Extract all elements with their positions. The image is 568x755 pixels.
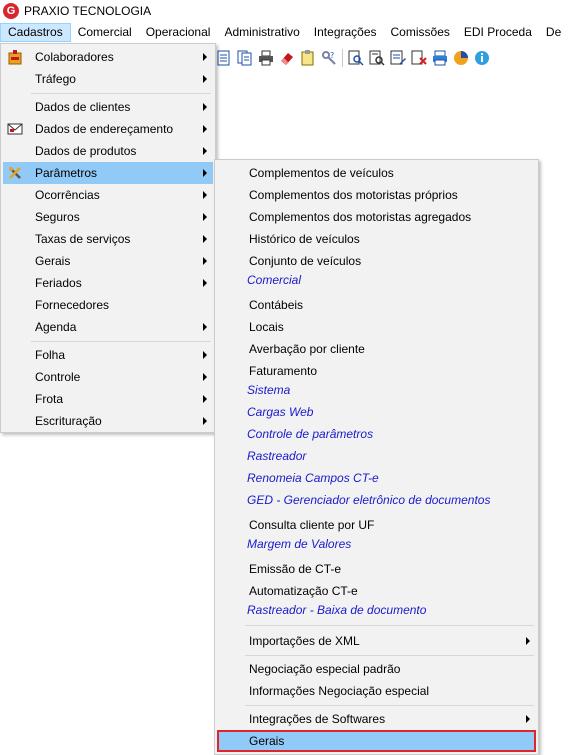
submenu-arrow-icon [203, 323, 207, 331]
submenu-item-contabeis[interactable]: Contábeis [249, 298, 304, 312]
submenu-arrow-icon [203, 279, 207, 287]
search-document-icon[interactable] [348, 50, 364, 66]
submenu-item-importacoes-xml[interactable]: Importações de XML [217, 630, 536, 652]
colaboradores-icon [7, 49, 23, 65]
submenu-item-informacoes-negociacao[interactable]: Informações Negociação especial [249, 684, 430, 698]
delete-document-icon[interactable] [411, 50, 427, 66]
menu-comercial[interactable]: Comercial [77, 25, 132, 39]
submenu-arrow-icon [203, 351, 207, 359]
submenu-arrow-icon [203, 257, 207, 265]
menu-operacional[interactable]: Operacional [145, 25, 211, 39]
menu-item-feriados[interactable]: Feriados [3, 272, 213, 294]
submenu-arrow-icon [203, 395, 207, 403]
submenu-section-ged[interactable]: GED - Gerenciador eletrônico de documentos [247, 493, 491, 507]
print-preview-icon[interactable] [432, 50, 448, 66]
submenu-item-complementos-veiculos[interactable]: Complementos de veículos [249, 166, 394, 180]
submenu-section-renomeia-campos-cte[interactable]: Renomeia Campos CT-e [247, 471, 379, 485]
submenu-arrow-icon [203, 147, 207, 155]
eraser-icon[interactable] [279, 50, 295, 66]
menu-item-parametros[interactable]: Parâmetros [3, 162, 213, 184]
submenu-arrow-icon [526, 637, 530, 645]
submenu-section-cargas-web[interactable]: Cargas Web [247, 405, 314, 419]
submenu-arrow-icon [203, 53, 207, 61]
submenu-section-margem-valores[interactable]: Margem de Valores [247, 537, 352, 551]
submenu-arrow-icon [526, 715, 530, 723]
submenu-arrow-icon [203, 213, 207, 221]
parametros-tools-icon [7, 165, 23, 181]
submenu-section-sistema[interactable]: Sistema [247, 383, 291, 397]
printer-icon[interactable] [258, 50, 274, 66]
submenu-item-automatizacao-cte[interactable]: Automatização CT-e [249, 584, 358, 598]
submenu-arrow-icon [203, 169, 207, 177]
submenu-arrow-icon [203, 75, 207, 83]
submenu-item-locais[interactable]: Locais [249, 320, 284, 334]
parametros-submenu [214, 159, 539, 755]
menu-item-ocorrencias[interactable]: Ocorrências [3, 184, 213, 206]
submenu-arrow-icon [203, 417, 207, 425]
menu-bar [0, 22, 562, 43]
submenu-item-negociacao-especial-padrao[interactable]: Negociação especial padrão [249, 662, 401, 676]
menu-item-dados-de-produtos[interactable]: Dados de produtos [3, 140, 213, 162]
menu-item-fornecedores[interactable]: Fornecedores [35, 298, 110, 312]
submenu-arrow-icon [203, 125, 207, 133]
menu-item-trafego[interactable]: Tráfego [3, 68, 213, 90]
pie-chart-icon[interactable] [453, 50, 469, 66]
edit-document-icon[interactable] [390, 50, 406, 66]
menu-item-colaboradores[interactable]: Colaboradores [3, 46, 213, 68]
menu-item-escrituracao[interactable]: Escrituração [3, 410, 213, 432]
menu-item-gerais[interactable]: Gerais [3, 250, 213, 272]
menu-edi-proceda[interactable]: EDI Proceda [463, 25, 532, 39]
submenu-item-complementos-motoristas-agregados[interactable]: Complementos dos motoristas agregados [249, 210, 472, 224]
submenu-item-emissao-cte[interactable]: Emissão de CT-e [249, 562, 342, 576]
submenu-item-complementos-motoristas-proprios[interactable]: Complementos dos motoristas próprios [249, 188, 458, 202]
info-icon[interactable] [474, 50, 490, 66]
menu-separator [31, 93, 211, 94]
app-title: PRAXIO TECNOLOGIA [24, 4, 152, 18]
submenu-item-consulta-cliente-uf[interactable]: Consulta cliente por UF [249, 518, 375, 532]
submenu-arrow-icon [203, 235, 207, 243]
menu-item-folha[interactable]: Folha [3, 344, 213, 366]
menu-separator [245, 705, 534, 706]
submenu-arrow-icon [203, 373, 207, 381]
submenu-section-rastreador-baixa[interactable]: Rastreador - Baixa de documento [247, 603, 427, 617]
svg-text:?: ? [330, 51, 335, 60]
menu-item-controle[interactable]: Controle [3, 366, 213, 388]
menu-de[interactable]: De [545, 25, 562, 39]
menu-item-taxas-de-servicos[interactable]: Taxas de serviços [3, 228, 213, 250]
submenu-item-averbacao-por-cliente[interactable]: Averbação por cliente [249, 342, 365, 356]
menu-integracoes[interactable]: Integrações [313, 25, 377, 39]
toolbar [216, 46, 544, 70]
app-logo-icon: G [3, 3, 19, 19]
menu-item-frota[interactable]: Frota [3, 388, 213, 410]
submenu-section-rastreador[interactable]: Rastreador [247, 449, 307, 463]
menu-cadastros[interactable]: Cadastros [0, 23, 71, 42]
menu-separator [31, 341, 211, 342]
menu-item-seguros[interactable]: Seguros [3, 206, 213, 228]
document-icon[interactable] [216, 50, 232, 66]
submenu-section-controle-parametros[interactable]: Controle de parâmetros [247, 427, 374, 441]
submenu-section-comercial[interactable]: Comercial [247, 273, 302, 287]
toolbar-separator [342, 49, 343, 67]
envelope-icon [7, 121, 23, 137]
menu-item-dados-de-clientes[interactable]: Dados de clientes [3, 96, 213, 118]
menu-separator [245, 655, 534, 656]
submenu-arrow-icon [203, 103, 207, 111]
title-bar [0, 0, 544, 22]
tools-icon[interactable] [321, 50, 337, 66]
clipboard-icon[interactable] [300, 50, 316, 66]
menu-item-agenda[interactable]: Agenda [3, 316, 213, 338]
zoom-document-icon[interactable] [369, 50, 385, 66]
submenu-item-faturamento[interactable]: Faturamento [249, 364, 318, 378]
menu-comissoes[interactable]: Comissões [390, 25, 450, 39]
menu-item-dados-de-enderecamento[interactable]: Dados de endereçamento [3, 118, 213, 140]
menu-separator [245, 625, 534, 626]
submenu-item-gerais[interactable]: Gerais [217, 730, 536, 752]
submenu-item-integracoes-softwares[interactable]: Integrações de Softwares [217, 708, 536, 730]
cadastros-menu [0, 43, 216, 433]
menu-administrativo[interactable]: Administrativo [224, 25, 300, 39]
submenu-item-conjunto-veiculos[interactable]: Conjunto de veículos [249, 254, 362, 268]
submenu-arrow-icon [203, 191, 207, 199]
documents-icon[interactable] [237, 50, 253, 66]
submenu-item-historico-veiculos[interactable]: Histórico de veículos [249, 232, 360, 246]
